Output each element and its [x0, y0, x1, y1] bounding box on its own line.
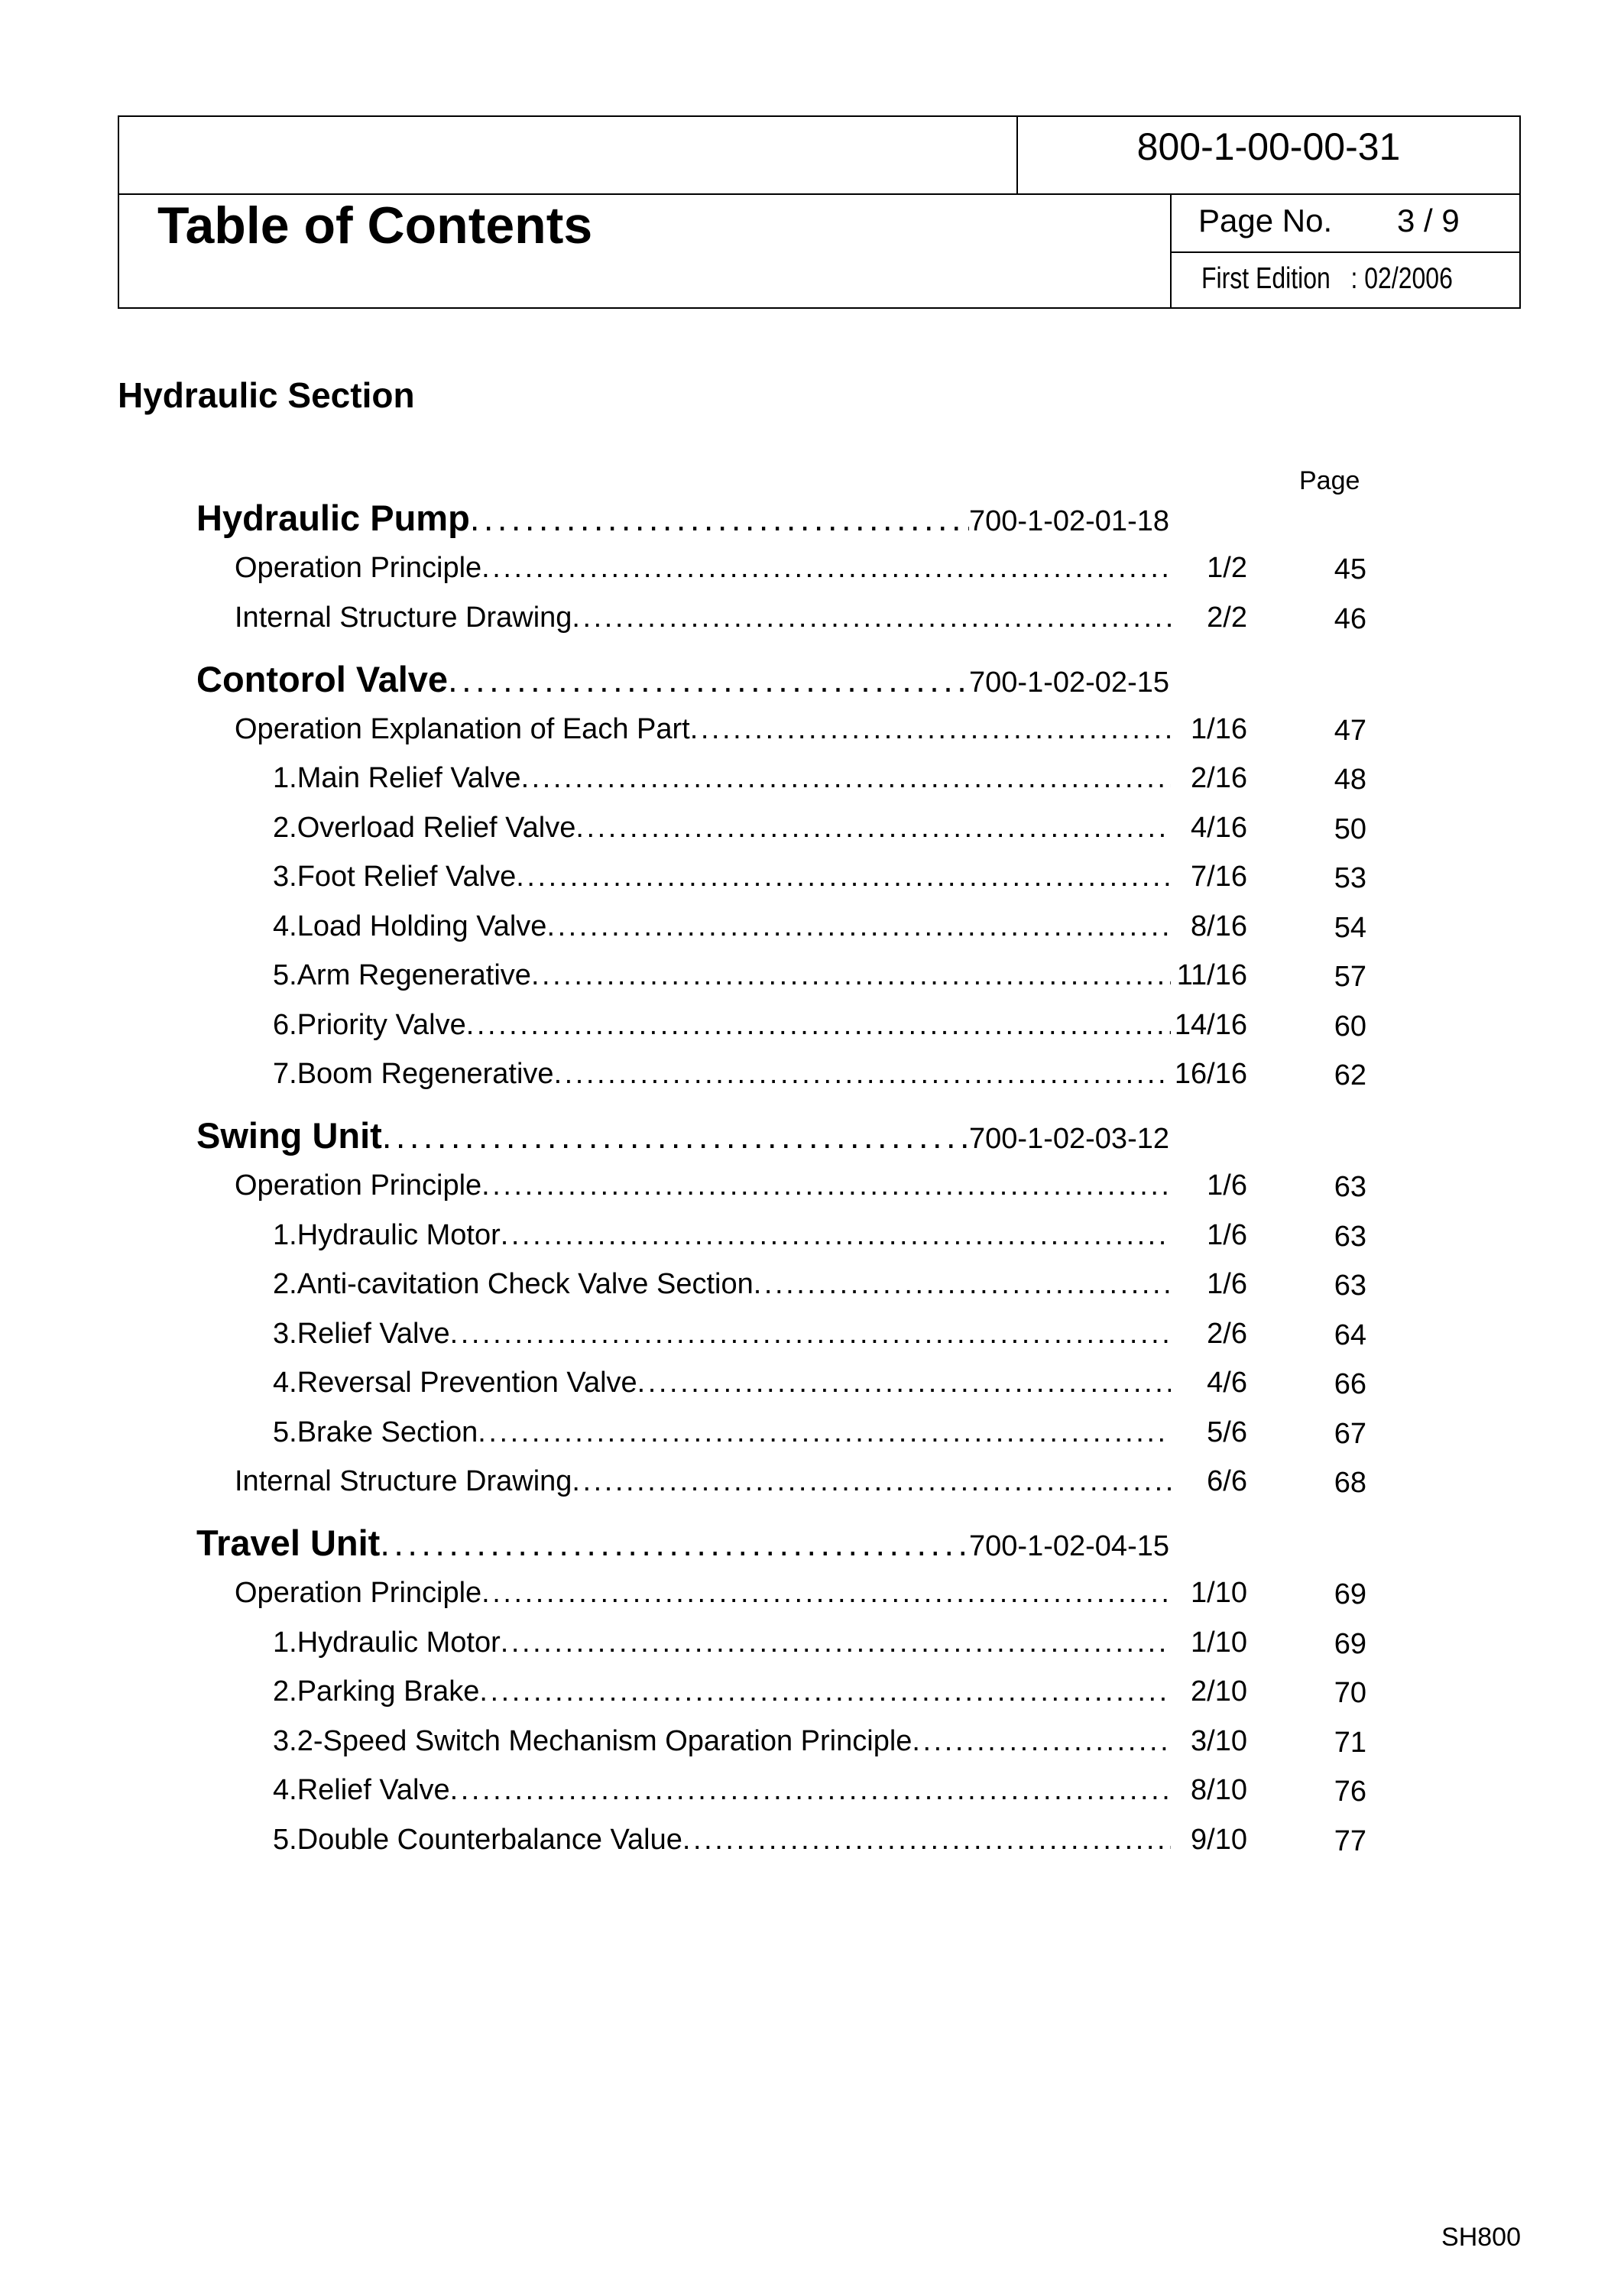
toc-entry-row[interactable] [235, 713, 1247, 756]
page-number-label: Page No. [1198, 203, 1333, 238]
toc-entry-row[interactable] [235, 552, 1247, 595]
toc-entry-row[interactable] [273, 812, 1247, 855]
toc-sub-page: 8/16 [1191, 910, 1247, 942]
toc-title: 1.Hydraulic Motor [273, 1626, 501, 1659]
toc-entry-row[interactable] [273, 959, 1247, 1002]
toc-title: Internal Structure Drawing [235, 1465, 572, 1497]
toc-page-number: 60 [1334, 1010, 1366, 1043]
dot-leader [572, 1465, 1171, 1498]
toc-title: 1.Main Relief Valve [273, 762, 521, 794]
toc-title: Operation Explanation of Each Part [235, 712, 690, 745]
toc-title: 4.Reversal Prevention Valve [273, 1367, 637, 1399]
toc-page-number: 76 [1334, 1776, 1366, 1808]
toc-entry-row[interactable] [273, 1268, 1247, 1311]
toc-entry-row[interactable] [273, 1627, 1247, 1669]
toc-sub-page: 16/16 [1174, 1058, 1247, 1090]
dot-leader [572, 602, 1171, 634]
dot-leader [754, 1268, 1171, 1301]
toc-title: 4.Relief Valve [273, 1774, 450, 1806]
toc-page-number: 63 [1334, 1270, 1366, 1302]
toc-sub-page: 1/6 [1207, 1218, 1247, 1251]
dot-leader [912, 1725, 1171, 1758]
toc-title: Internal Structure Drawing [235, 601, 572, 634]
header-divider [1170, 251, 1519, 253]
dot-leader [450, 1774, 1171, 1807]
toc-chapter-row[interactable] [196, 497, 1169, 546]
toc-title: Travel Unit [196, 1523, 381, 1563]
toc-entry-row[interactable] [273, 1058, 1247, 1101]
toc-document-ref: 700-1-02-02-15 [969, 666, 1169, 699]
toc-entry-row[interactable] [235, 1465, 1247, 1508]
edition-value: : 02/2006 [1350, 262, 1453, 295]
toc-title: 3.Foot Relief Valve [273, 861, 517, 893]
toc-page-number: 48 [1334, 764, 1366, 796]
toc-chapter-row[interactable] [196, 1522, 1169, 1571]
dot-leader [448, 660, 969, 700]
toc-sub-page: 7/16 [1191, 861, 1247, 893]
edition-field [1201, 262, 1453, 296]
toc-sub-page: 11/16 [1176, 959, 1247, 991]
toc-page-number: 71 [1334, 1726, 1366, 1759]
header-divider [1170, 193, 1172, 307]
toc-page-number: 70 [1334, 1677, 1366, 1709]
toc-page-number: 77 [1334, 1824, 1366, 1857]
toc-page-number: 67 [1334, 1417, 1366, 1450]
toc-entry-row[interactable] [273, 1774, 1247, 1817]
dot-leader [554, 1058, 1171, 1091]
dot-leader [690, 713, 1171, 746]
edition-label: First Edition [1201, 262, 1331, 295]
toc-document-ref: 700-1-02-03-12 [969, 1123, 1169, 1155]
toc-title: 5.Brake Section [273, 1416, 478, 1448]
dot-leader [481, 1169, 1171, 1202]
toc-sub-page: 1/10 [1191, 1577, 1247, 1609]
dot-leader [466, 1009, 1171, 1042]
footer-model-code: SH800 [1441, 2223, 1521, 2252]
dot-leader [682, 1824, 1171, 1857]
toc-entry-row[interactable] [273, 910, 1247, 953]
document-header [118, 115, 1521, 309]
dot-leader [516, 861, 1171, 894]
toc-sub-page: 1/2 [1207, 552, 1247, 584]
toc-title: Swing Unit [196, 1115, 382, 1156]
page-number-field [1198, 203, 1460, 239]
toc-page-number: 63 [1334, 1220, 1366, 1253]
toc-title: 5.Arm Regenerative [273, 959, 531, 991]
dot-leader [531, 959, 1171, 992]
toc-title: 6.Priority Valve [273, 1008, 466, 1041]
page-column-header: Page [1299, 466, 1360, 495]
section-heading: Hydraulic Section [118, 375, 415, 415]
toc-page-number: 45 [1334, 553, 1366, 585]
dot-leader [501, 1219, 1171, 1252]
toc-sub-page: 2/2 [1207, 601, 1247, 634]
toc-page-number: 50 [1334, 812, 1366, 845]
toc-title: 1.Hydraulic Motor [273, 1218, 501, 1251]
toc-page-number: 62 [1334, 1059, 1366, 1091]
toc-sub-page: 4/6 [1207, 1367, 1247, 1399]
toc-title: 3.Relief Valve [273, 1317, 450, 1350]
toc-sub-page: 5/6 [1207, 1416, 1247, 1448]
dot-leader [637, 1367, 1171, 1399]
toc-sub-page: 8/10 [1191, 1774, 1247, 1806]
toc-sub-page: 2/6 [1207, 1317, 1247, 1350]
toc-entry-row[interactable] [273, 861, 1247, 903]
toc-sub-page: 14/16 [1174, 1008, 1247, 1041]
toc-sub-page: 1/16 [1191, 712, 1247, 745]
toc-page-number: 68 [1334, 1467, 1366, 1499]
toc-title: 5.Double Counterbalance Value [273, 1823, 682, 1856]
toc-entry-row[interactable] [273, 1725, 1247, 1768]
toc-sub-page: 1/6 [1207, 1268, 1247, 1300]
toc-sub-page: 3/10 [1191, 1724, 1247, 1757]
toc-page-number: 64 [1334, 1318, 1366, 1351]
toc-page-number: 66 [1334, 1368, 1366, 1400]
dot-leader [546, 910, 1171, 943]
toc-title: Operation Principle [235, 552, 482, 584]
page-title: Table of Contents [157, 196, 593, 255]
toc-entry-row[interactable] [273, 1675, 1247, 1718]
toc-sub-page: 1/10 [1191, 1626, 1247, 1659]
toc-entry-row[interactable] [273, 1009, 1247, 1052]
toc-title: 3.2-Speed Switch Mechanism Oparation Principle [273, 1724, 912, 1757]
dot-leader [380, 1524, 969, 1564]
toc-title: 2.Anti-cavitation Check Valve Section [273, 1268, 754, 1300]
toc-entry-row[interactable] [273, 1367, 1247, 1409]
toc-page-number: 69 [1334, 1627, 1366, 1660]
dot-leader [479, 1675, 1171, 1708]
toc-sub-page: 2/16 [1191, 762, 1247, 794]
toc-page-number: 63 [1334, 1171, 1366, 1203]
toc-title: 2.Overload Relief Valve [273, 811, 576, 844]
toc-chapter-row[interactable] [196, 1114, 1169, 1163]
toc-title: Contorol Valve [196, 658, 449, 699]
toc-title: 4.Load Holding Valve [273, 910, 547, 942]
dot-leader [450, 1318, 1171, 1351]
toc-title: Operation Principle [235, 1169, 482, 1202]
toc-page-number: 53 [1334, 862, 1366, 894]
toc-title: 7.Boom Regenerative [273, 1058, 554, 1090]
header-divider [119, 193, 1519, 195]
toc-title: 2.Parking Brake [273, 1675, 480, 1708]
toc-entry-row[interactable] [235, 602, 1247, 644]
toc-page-number: 57 [1334, 961, 1366, 993]
toc-page-number: 54 [1334, 911, 1366, 944]
dot-leader [470, 499, 969, 539]
toc-entry-row[interactable] [235, 1577, 1247, 1620]
toc-entry-row[interactable] [273, 1824, 1247, 1867]
toc-page-number: 46 [1334, 602, 1366, 635]
dot-leader [382, 1117, 969, 1156]
toc-entry-row[interactable] [273, 1219, 1247, 1262]
toc-chapter-row[interactable] [196, 658, 1169, 707]
toc-sub-page: 9/10 [1191, 1823, 1247, 1856]
page-number-value: 3 / 9 [1397, 203, 1460, 238]
toc-title: Operation Principle [235, 1577, 482, 1609]
toc-entry-row[interactable] [273, 1416, 1247, 1459]
dot-leader [478, 1416, 1171, 1449]
toc-entry-row[interactable] [273, 1318, 1247, 1361]
toc-entry-row[interactable] [273, 762, 1247, 805]
dot-leader [501, 1627, 1171, 1659]
toc-sub-page: 1/6 [1207, 1169, 1247, 1202]
document-number: 800-1-00-00-31 [1136, 125, 1401, 168]
toc-page-number: 47 [1334, 714, 1366, 747]
toc-page-number: 69 [1334, 1578, 1366, 1610]
toc-sub-page: 6/6 [1207, 1465, 1247, 1497]
toc-sub-page: 2/10 [1191, 1675, 1247, 1708]
toc-document-ref: 700-1-02-04-15 [969, 1530, 1169, 1562]
toc-title: Hydraulic Pump [196, 498, 470, 538]
toc-sub-page: 4/16 [1191, 811, 1247, 844]
toc-entry-row[interactable] [235, 1169, 1247, 1212]
dot-leader [481, 1577, 1171, 1610]
dot-leader [575, 812, 1171, 845]
toc-document-ref: 700-1-02-01-18 [969, 505, 1169, 537]
dot-leader [521, 762, 1171, 795]
dot-leader [481, 552, 1171, 585]
